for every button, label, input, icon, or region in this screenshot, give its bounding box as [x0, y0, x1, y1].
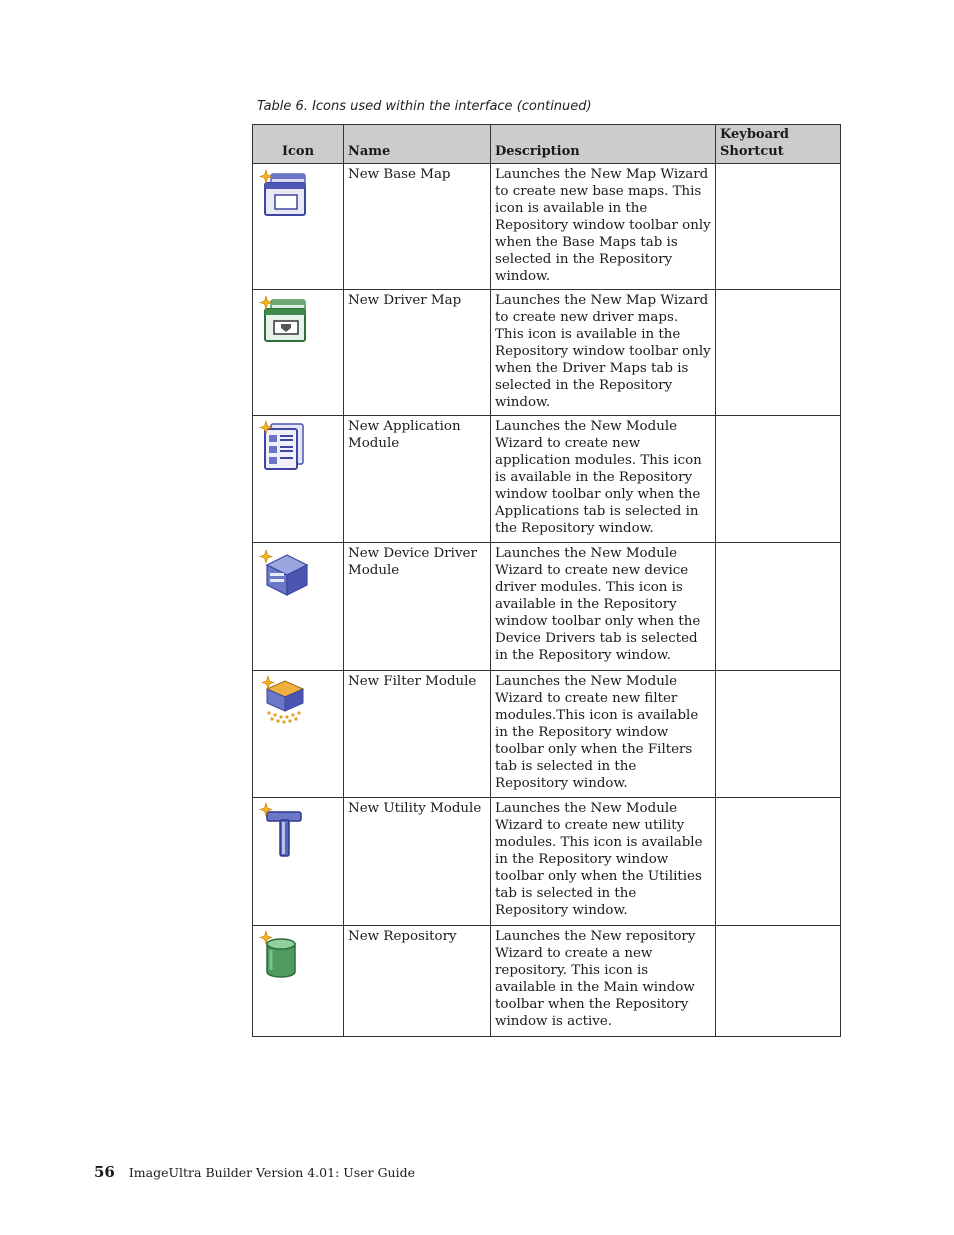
table-row — [253, 926, 841, 1037]
page-footer — [94, 1163, 415, 1181]
table-row — [253, 290, 841, 416]
row-description: Launches the New Module Wizard to create new application modules. This icon is available in the Repository window toolbar only when the Applications tab is selected in the Repository window. — [491, 416, 716, 543]
new-repository-icon — [259, 971, 311, 986]
header-name: Name — [344, 125, 491, 164]
row-name: New Repository — [344, 926, 491, 1037]
new-filter-module-icon — [259, 716, 311, 731]
header-description: Description — [491, 125, 716, 164]
row-name: New Driver Map — [344, 290, 491, 416]
row-shortcut — [716, 416, 841, 543]
row-shortcut — [716, 290, 841, 416]
row-shortcut — [716, 926, 841, 1037]
row-description: Launches the New Module Wizard to create new utility modules. This icon is available in the Repository window toolbar only when the Utilities tab is selected in the Repository window. — [491, 798, 716, 926]
row-name: New Filter Module — [344, 671, 491, 798]
row-name: New Device Driver Module — [344, 543, 491, 671]
new-base-map-icon — [259, 209, 311, 224]
row-name: New Application Module — [344, 416, 491, 543]
icons-table — [252, 124, 841, 1037]
row-description: Launches the New repository Wizard to create a new repository. This icon is available in the Main window toolbar when the Repository window is active. — [491, 926, 716, 1037]
row-description: Launches the New Module Wizard to create new filter modules.This icon is available in the Repository window toolbar only when the Filters tab is selected in the Repository window. — [491, 671, 716, 798]
row-name: New Base Map — [344, 164, 491, 290]
row-description: Launches the New Map Wizard to create new driver maps. This icon is available in the Repository window toolbar only when the Driver Maps tab is selected in the Repository window. — [491, 290, 716, 416]
row-shortcut — [716, 164, 841, 290]
table-row — [253, 671, 841, 798]
table-row — [253, 543, 841, 671]
footer-title: ImageUltra Builder Version 4.01: User Guide — [128, 1165, 415, 1180]
page-number: 56 — [94, 1163, 115, 1181]
table-row — [253, 164, 841, 290]
table-caption: Table 6. Icons used within the interface (continued) — [257, 99, 592, 114]
header-keyboard-shortcut: Keyboard Shortcut — [716, 125, 841, 164]
header-icon: Icon — [253, 125, 344, 164]
row-shortcut — [716, 798, 841, 926]
new-driver-map-icon — [259, 335, 311, 350]
new-utility-module-icon — [259, 851, 311, 866]
row-description: Launches the New Module Wizard to create new device driver modules. This icon is available in the Repository window toolbar only when the Device Drivers tab is selected in the Repository window. — [491, 543, 716, 671]
row-shortcut — [716, 671, 841, 798]
table-row — [253, 798, 841, 926]
row-name: New Utility Module — [344, 798, 491, 926]
new-device-driver-module-icon — [259, 588, 311, 603]
new-application-module-icon — [259, 461, 311, 476]
row-shortcut — [716, 543, 841, 671]
row-description: Launches the New Map Wizard to create new base maps. This icon is available in the Repository window toolbar only when the Base Maps tab is selected in the Repository window. — [491, 164, 716, 290]
table-header-row — [253, 125, 841, 164]
table-row — [253, 416, 841, 543]
